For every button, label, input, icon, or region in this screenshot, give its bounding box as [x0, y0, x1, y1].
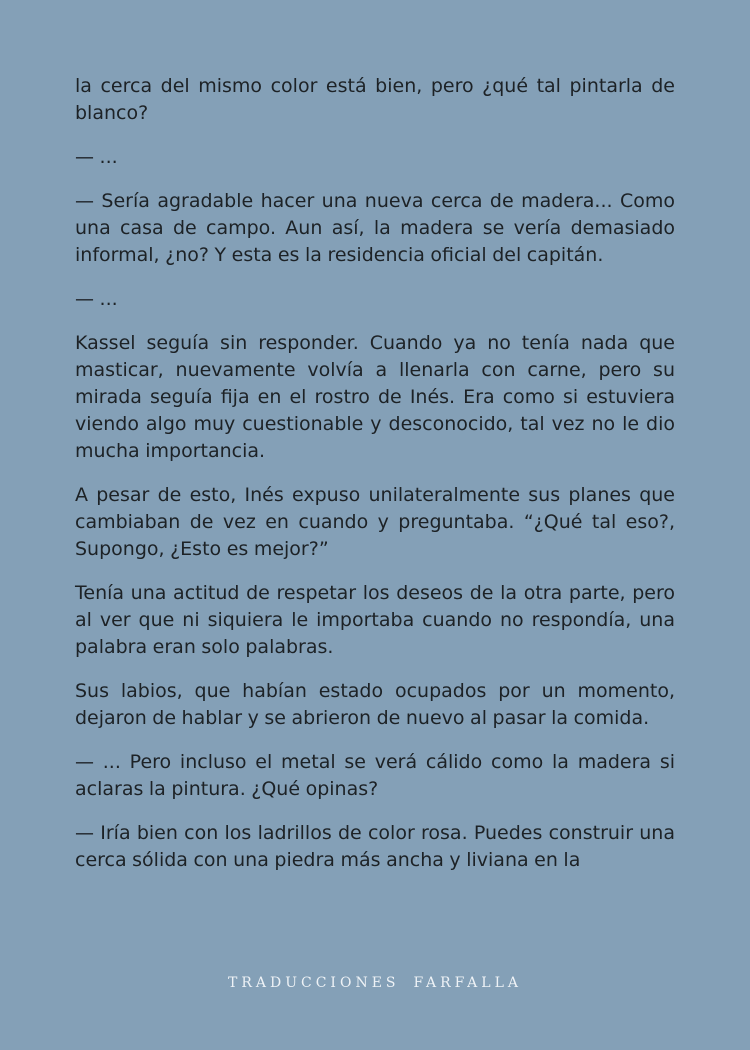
- footer-word-1: TRADUCCIONES: [228, 975, 400, 991]
- footer-word-2: FARFALLA: [413, 975, 522, 991]
- paragraph: — ...: [75, 288, 118, 310]
- paragraph: — ...: [75, 146, 118, 168]
- paragraph: — Sería agradable hacer una nueva cerca de madera... Como una casa de campo. Aun así, la madera se vería demasiado informal, ¿no? Y esta es la residencia oficial del capitán.: [75, 190, 675, 266]
- paragraph: — ... Pero incluso el metal se verá cálido como la madera si aclaras la pintura. ¿Qué opinas?: [75, 751, 675, 800]
- paragraph: — Iría bien con los ladrillos de color rosa. Puedes construir una cerca sólida con una piedra más ancha y liviana en la: [75, 822, 675, 871]
- paragraph: Tenía una actitud de respetar los deseos de la otra parte, pero al ver que ni siquiera le importaba cuando no respondía, una palabra eran solo palabras.: [75, 582, 675, 658]
- paragraph: A pesar de esto, Inés expuso unilateralmente sus planes que cambiaban de vez en cuando y preguntaba. “¿Qué tal eso?, Supongo, ¿Esto es mejor?”: [75, 484, 675, 560]
- paragraph: Sus labios, que habían estado ocupados por un momento, dejaron de hablar y se abrieron de nuevo al pasar la comida.: [75, 680, 675, 729]
- paragraph: Kassel seguía sin responder. Cuando ya no tenía nada que masticar, nuevamente volvía a llenarla con carne, pero su mirada seguía fija en el rostro de Inés. Era como si estuviera viendo algo muy cuestionable y desconocido, tal vez no le dio mucha importancia.: [75, 332, 675, 462]
- page-footer: [0, 975, 750, 991]
- paragraph: la cerca del mismo color está bien, pero ¿qué tal pintarla de blanco?: [75, 75, 675, 124]
- page-body: [75, 73, 675, 963]
